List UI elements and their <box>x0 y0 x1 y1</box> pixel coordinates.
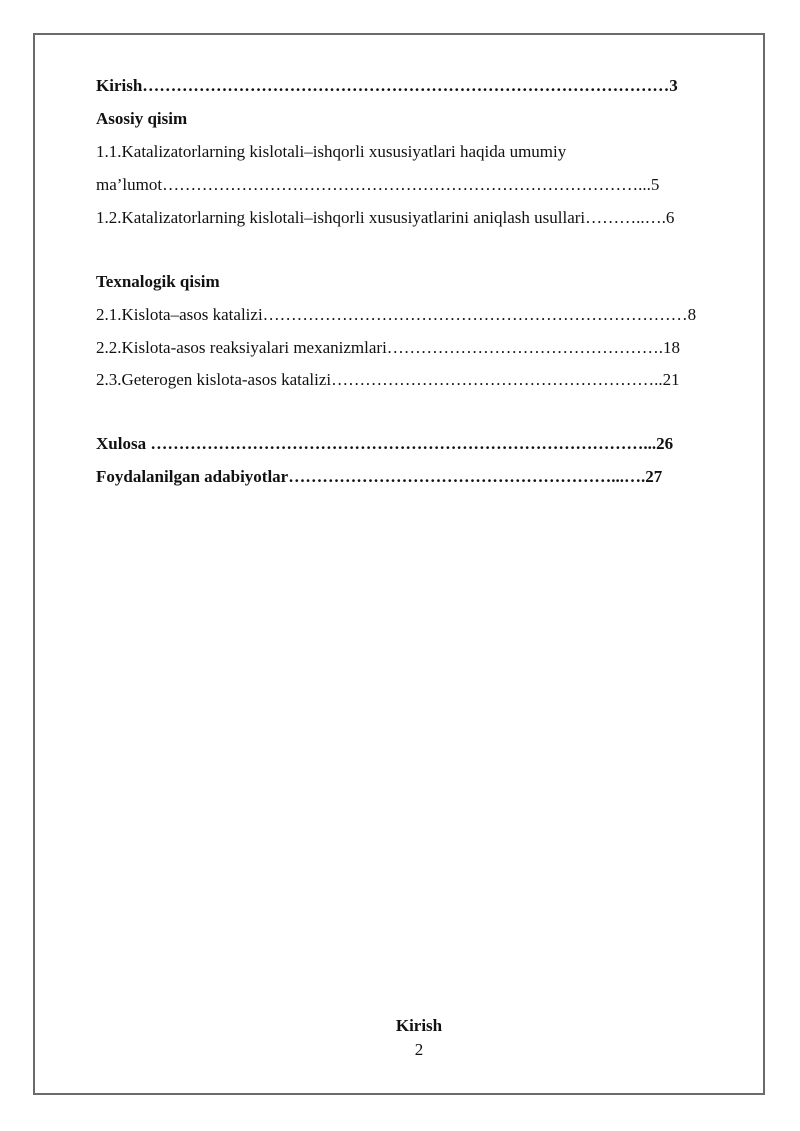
toc-entry-kirish: Kirish…………………………………………………………………………………3 <box>96 76 678 95</box>
footer-section-title: Kirish <box>395 1016 443 1035</box>
toc-entry-2-1: 2.1.Kislota–asos katalizi…………………………………………………………………8 <box>96 305 697 324</box>
toc-entry-1-2: 1.2.Katalizatorlarning kislotali–ishqorli xususiyatlarini aniqlash usullari………..….6 <box>96 208 675 227</box>
toc-entry-2-3: 2.3.Geterogen kislota-asos katalizi…………………………………………………..21 <box>96 370 680 389</box>
toc-entry-xulosa: Xulosa ……………………………………………………………………………...26 <box>96 434 674 453</box>
page-number: 2 <box>414 1040 424 1059</box>
toc-entry-1-1-line1: 1.1.Katalizatorlarning kislotali–ishqorli xususiyatlari haqida umumiy <box>96 142 567 161</box>
toc-entry-2-2: 2.2.Kislota-asos reaksiyalari mexanizmlari………………………………………….18 <box>96 338 681 357</box>
toc-entry-1-1-line2: ma’lumot…………………………………………………………………………...5 <box>96 175 660 194</box>
toc-heading-texnologik-qisim: Texnalogik qisim <box>96 272 220 291</box>
toc-entry-foydalanilgan-adabiyotlar: Foydalanilgan adabiyotlar…………………………………………………...….27 <box>96 467 663 486</box>
toc-heading-asosiy-qisim: Asosiy qisim <box>96 109 188 128</box>
